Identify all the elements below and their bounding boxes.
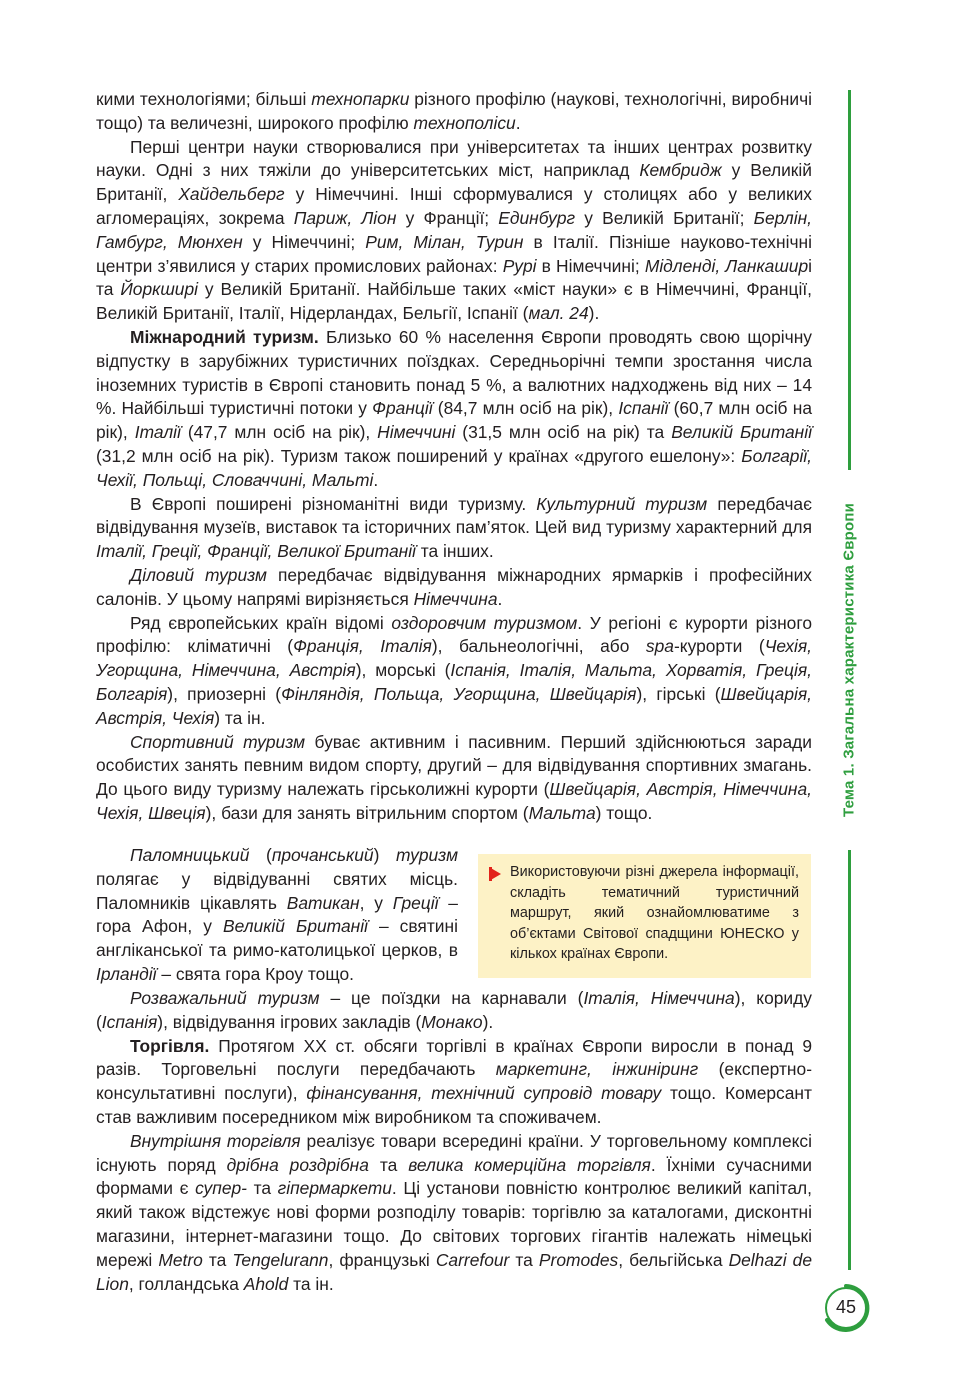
- paragraph: кими технологіями; більші технопарки різного профілю (наукові, технологічні, виробничі тощо) та величезні, широкого профілю технополіси.: [96, 89, 812, 133]
- page-number: 45: [835, 1297, 857, 1317]
- paragraph: Діловий туризм передбачає відвідування міжнародних ярмарків і професійних салонів. У цьому напрямі вирізняється Німеччина.: [96, 564, 812, 609]
- main-text: [96, 88, 812, 826]
- task-note-text: Використовуючи різні джерела інформації, складіть тематичний туристичний маршрут, який ознайомлюватиме з об’єктами Світової спадщини ЮНЕСКО у кількох країнах Європи.: [510, 864, 799, 963]
- paragraph: Ряд європейських країн відомі оздоровчим туризмом. У регіоні є курорти різного профілю: кліматичні (Франція, Італія), бальнеологічні, або spa-курорти (Чехія, Угорщина, Німеччина, Австрія), морські (Іспанія, Італія, Мальта, Хорватія, Греція, Болгарія), приозерні (Фінляндія, Польща, Угорщина, Швейцарія), гірські (Швейцарія, Австрія, Чехія) та ін.: [96, 612, 813, 728]
- paragraph: В Європі поширені різноманітні види туризму. Культурний туризм передбачає відвідування музеїв, виставок та історичних пам’яток. Цей вид туризму характерний для Італії, Греції, Франції, Великої Британії та інших.: [96, 493, 812, 562]
- paragraph: Перші центри науки створювалися при університетах та інших центрах розвитку науки. Одні з них тяжіли до університетських міст, наприклад Кембридж у Великій Британії, Хайдельберг у Німеччині. Інші сформувалися у столицях або у великих агломераціях, зокрема Париж, Ліон у Франції; Единбург у Великій Британії; Берлін, Гамбург, Мюнхен у Німеччині; Рим, Мілан, Турин в Італії. Пізніше науково-технічні центри з’явилися у старих промислових районах: Рурі в Німеччині; Мідленді, Ланкаширі та Йоркширі у Великій Британії. Найбільше таких «міст науки» є в Німеччині, Франції, Великій Британії, Італії, Нідерландах, Бельгії, Іспанії (мал. 24).: [96, 136, 813, 324]
- main-text-wrapped: [96, 844, 458, 987]
- paragraph: Внутрішня торгівля реалізує товари всередині країни. У торговельному комплексі існують поряд дрібна роздрібна та велика комерційна торгівля. Їхніми сучасними формами є супер- та гіпермаркети. Ці установи повністю контролює великий капітал, який також відстежує нові форми розподілу товарів: торгівлю за каталогами, дисконтні магазини, інтернет-магазини тощо. До світових торгових гігантів належать німецькі мережі Metro та Tengelurann, французькі Carrefour та Promodes, бельгійська Delhazi de Lion, голландська Ahold та ін.: [96, 1130, 813, 1294]
- main-text-continued: [96, 987, 812, 1296]
- paragraph: Міжнародний туризм. Близько 60 % населення Європи проводять свою щорічну відпустку в зарубіжних туристичних поїздках. Середньорічні темпи зростання числа іноземних туристів в Європі становить понад 5 %, а валютних надходжень від них – 14 %. Найбільші туристичні потоки у Франції (84,7 млн осіб на рік), Іспанії (60,7 млн осіб на рік), Італії (47,7 млн осіб на рік), Німеччині (31,5 млн осіб на рік) та Великій Британії (31,2 млн осіб на рік). Туризм також поширений у країнах «другого ешелону»: Болгарії, Чехії, Польщі, Словаччині, Мальті.: [96, 326, 812, 490]
- paragraph: Спортивний туризм буває активним і пасивним. Перший здійснюються заради особистих занять певним видом спорту, другий – для відвідування спортивних змагань. До цього виду туризму належать гірськолижні курорти (Швейцарія, Австрія, Німеччина, Чехія, Швеція), бази для занять вітрильним спортом (Мальта) тощо.: [96, 731, 813, 823]
- side-label: Тема 1. Загальна характеристика Європи: [840, 502, 858, 818]
- side-line-top: [848, 90, 851, 470]
- red-flag-icon: [489, 867, 501, 881]
- side-line-bottom: [848, 850, 851, 1270]
- task-note: [478, 854, 811, 978]
- paragraph: Паломницький (прочанський) туризм полягає у відвідуванні святих місць. Паломників цікавлять Ватикан, у Греції – гора Афон, у Великій Британії – святині англіканської та римо-католицької церков, в Ірландії – свята гора Кроу тощо.: [96, 845, 458, 984]
- paragraph: Торгівля. Протягом XX ст. обсяги торгівлі в країнах Європи виросли в понад 9 разів. Торговельні послуги передбачають маркетинг, інжиніринг (експертно-консультативні послуги), фінансування, технічний супровід товару тощо. Комерсант став важливим посередником між виробником та споживачем.: [96, 1035, 812, 1127]
- paragraph: Розважальний туризм – це поїздки на карнавали (Італія, Німеччина), кориду (Іспанія), відвідування ігрових закладів (Монако).: [96, 988, 812, 1032]
